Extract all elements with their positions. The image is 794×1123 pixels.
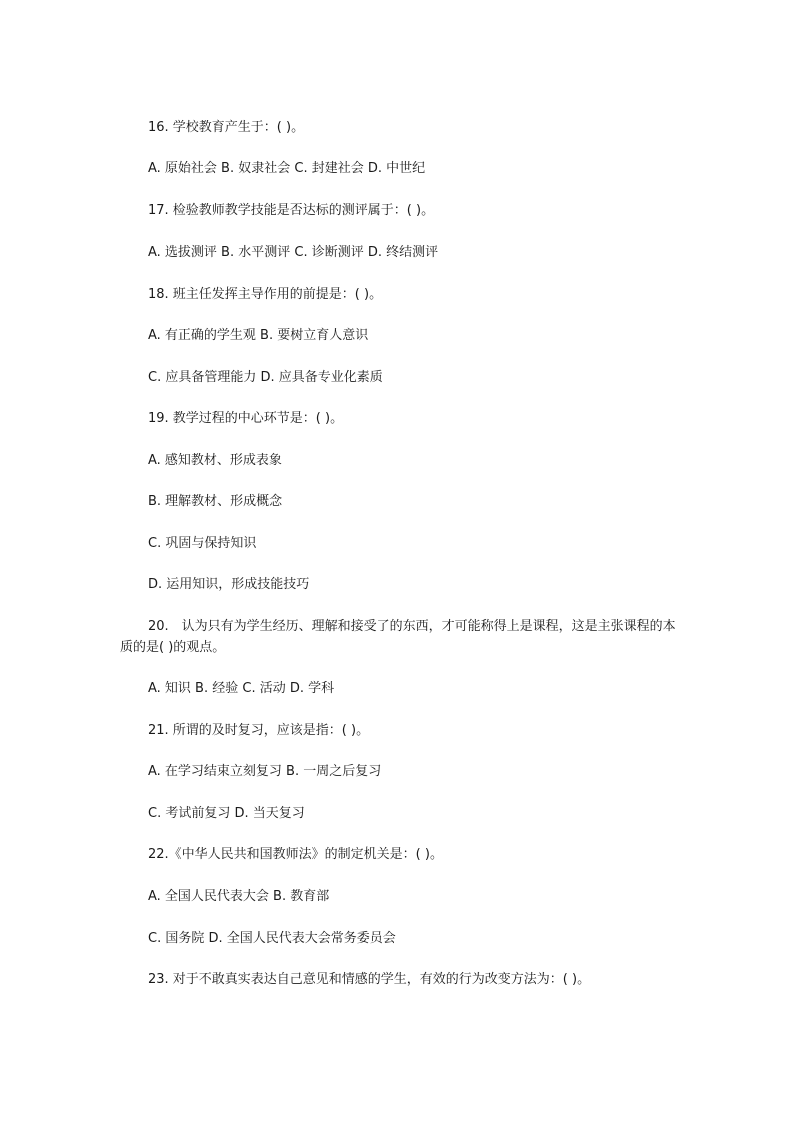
question-17-stem: 17. 检验教师教学技能是否达标的测评属于：( )。: [148, 203, 435, 218]
question-21-options-ab: A. 在学习结束立刻复习 B. 一周之后复习: [148, 764, 382, 779]
question-22-stem: 22.《中华人民共和国教师法》的制定机关是：( )。: [148, 847, 443, 862]
question-19-option-b: B. 理解教材、形成概念: [148, 494, 283, 509]
question-19-option-d: D. 运用知识，形成技能技巧: [148, 577, 310, 592]
question-18-options-cd: C. 应具备管理能力 D. 应具备专业化素质: [148, 370, 383, 385]
question-23-stem: 23. 对于不敢真实表达自己意见和情感的学生，有效的行为改变方法为：( )。: [148, 972, 591, 987]
question-17-options: A. 选拔测评 B. 水平测评 C. 诊断测评 D. 终结测评: [148, 245, 439, 260]
question-19-option-c: C. 巩固与保持知识: [148, 536, 257, 551]
question-19-option-a: A. 感知教材、形成表象: [148, 453, 282, 468]
question-19-stem: 19. 教学过程的中心环节是：( )。: [148, 411, 344, 426]
question-18-options-ab: A. 有正确的学生观 B. 要树立育人意识: [148, 328, 369, 343]
question-21-stem: 21. 所谓的及时复习，应该是指：( )。: [148, 723, 370, 738]
question-22-options-cd: C. 国务院 D. 全国人民代表大会常务委员会: [148, 931, 396, 946]
question-22-options-ab: A. 全国人民代表大会 B. 教育部: [148, 889, 330, 904]
question-21-options-cd: C. 考试前复习 D. 当天复习: [148, 806, 305, 821]
question-18-stem: 18. 班主任发挥主导作用的前提是：( )。: [148, 287, 383, 302]
question-20-options: A. 知识 B. 经验 C. 活动 D. 学科: [148, 681, 335, 696]
question-16-stem: 16. 学校教育产生于：( )。: [148, 120, 305, 135]
question-20-stem: 20. 认为只有为学生经历、理解和接受了的东西，才可能称得上是课程，这是主张课程的本质的是( )的观点。: [120, 619, 676, 655]
question-16-options: A. 原始社会 B. 奴隶社会 C. 封建社会 D. 中世纪: [148, 161, 426, 176]
